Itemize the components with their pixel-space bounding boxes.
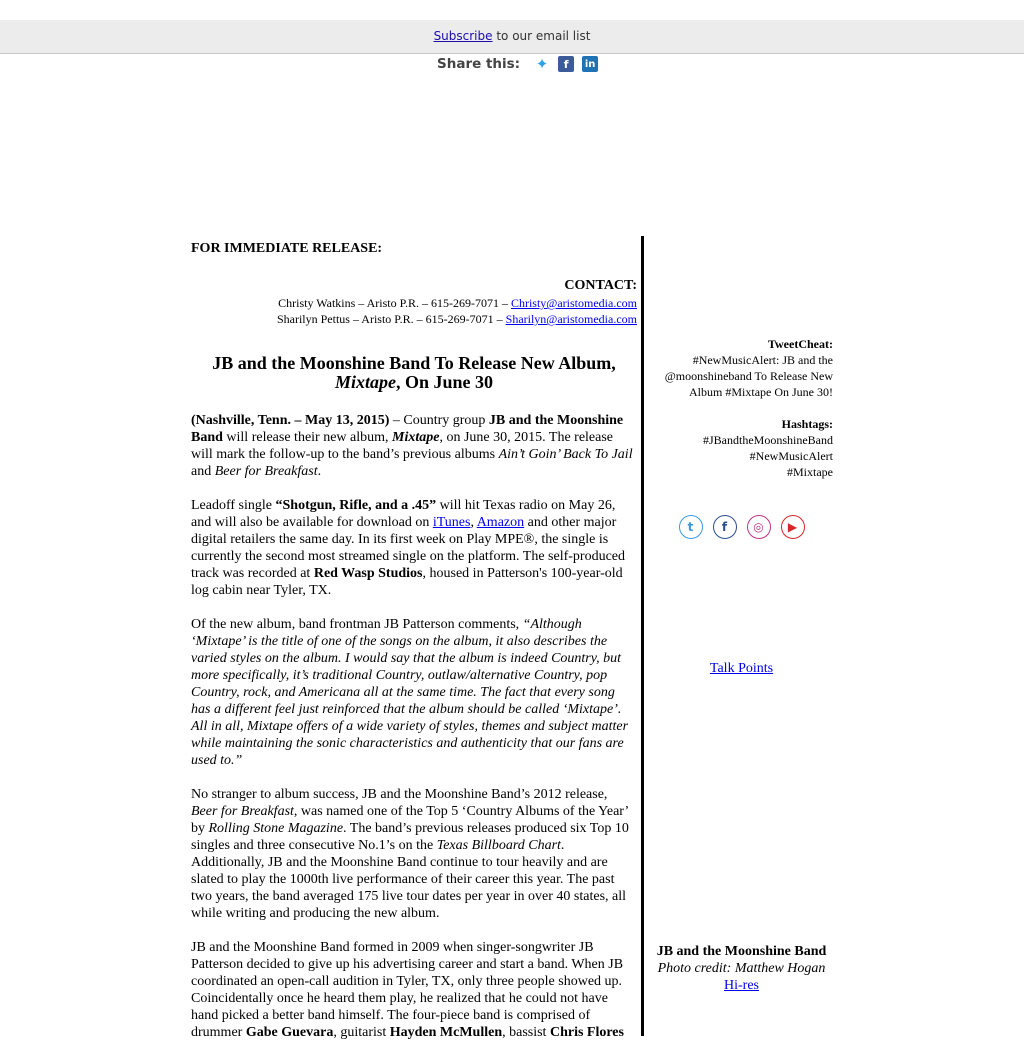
hashtag: #NewMusicAlert [749,449,833,463]
social-icons [650,515,833,539]
facebook-icon[interactable]: f [713,515,737,539]
body-paragraph [191,616,637,769]
text-segment: , on June 30, 2015. The release will mark the follow-up to the band’s previous albums [191,430,614,462]
headline-line1: JB and the Moonshine Band To Release New Album, [212,353,616,373]
talk-points-block [650,661,833,677]
text-segment: Of the new album, band frontman JB Patterson comments, [191,617,523,632]
store-link[interactable]: Amazon [476,515,525,530]
headline [191,354,637,392]
photo-credit: Photo credit: Matthew Hogan [657,961,826,976]
text-segment: Red Wasp Studios [313,566,423,581]
text-segment: , guitarist [333,1025,390,1040]
text-segment: , housed in Patterson's 100-year-old log cabin near Tyler, TX. [191,566,623,598]
email-link[interactable]: Christy@aristomedia.com [510,296,637,310]
body-paragraph [191,939,637,1041]
hashtag: #JBandtheMoonshineBand [703,433,833,447]
text-segment: . The band’s previous releases produced six Top 10 singles and three consecutive No.1’s on the [191,821,629,853]
linkedin-icon[interactable]: in [582,56,598,72]
body-paragraphs [191,412,637,1041]
share-label: Share this: [437,56,521,72]
tweetcheat-text: #NewMusicAlert: JB and the @moonshineband To Release New Album #Mixtape On June 30! [664,353,833,399]
hi-res-link[interactable]: Hi-res [724,978,759,993]
subscribe-text: to our email list [492,29,591,43]
hashtag: #Mixtape [787,465,833,479]
text-segment: and [191,464,215,479]
photo-title: JB and the Moonshine Band [656,944,827,959]
text-segment: will hit Texas radio on May 26, and will also be available for download on [191,498,616,530]
body-paragraph [191,497,637,599]
body-paragraph [191,786,637,922]
text-segment: Beer for Breakfast [191,804,294,819]
text-segment: Texas Billboard Chart [436,838,561,853]
photo-caption [650,943,833,994]
contact-info: Christy Watkins – Aristo P.R. – 615-269-7071 – [278,296,511,310]
hashtags-label: Hashtags: [781,417,833,431]
column-divider [641,236,644,1036]
text-segment: “Shotgun, Rifle, and a .45” [275,498,437,513]
sidebar [650,336,833,539]
talk-points-link[interactable]: Talk Points [709,661,774,676]
press-release-body [191,240,637,1058]
text-segment: , bassist [502,1025,550,1040]
text-segment: Mixtape [392,430,440,445]
contact-line [191,295,637,311]
body-paragraph [191,412,637,480]
text-segment: Rolling Stone Magazine [208,821,344,836]
subscribe-link[interactable]: Subscribe [433,29,493,43]
text-segment: Hayden McMullen [389,1025,503,1040]
text-segment: JB and the Moonshine Band [191,413,624,445]
text-segment: , was named one of the Top 5 ‘Country Albums of the Year’ by [191,804,629,836]
text-segment: (Nashville, Tenn. – May 13, 2015) [191,413,390,428]
text-segment: “Although ‘Mixtape’ is the title of one of the songs on the album, it also describes the varied styles on the album. I would say that the album is indeed Country, but more specifically, it’s traditional Country, outlaw/alternative Country, pop Country, rock, and Americana all at the same time. The fact that every song has a different feel just reinforced that the album should be called ‘Mixtape’. All in all, Mixtape offers of a wide variety of styles, themes and subject matter while maintaining the sonic characteristics and authenticity that our fans are used to.” [191,617,629,768]
text-segment: Ain’t Goin’ Back To Jail [498,447,633,462]
text-segment: , [470,515,477,530]
text-segment: . Additionally, JB and the Moonshine Band continue to tour heavily and are slated to play the 1000th live performance of their career this year. The past two years, the band averaged 175 live tour dates per year in over 40 states, all while writing and producing the new album. [191,838,627,921]
share-bar [437,54,606,74]
contact-block [191,276,637,327]
text-segment: Chris Flores [549,1025,624,1040]
twitter-icon[interactable]: ✦ [535,55,549,73]
twitter-icon[interactable]: t [679,515,703,539]
headline-album: Mixtape [334,372,396,392]
instagram-icon[interactable]: ◎ [747,515,771,539]
contact-label: CONTACT: [564,278,637,293]
text-segment: Beer for Breakfast [214,464,318,479]
email-link[interactable]: Sharilyn@aristomedia.com [505,312,637,326]
text-segment: will release their new album, [222,430,393,445]
contact-line [191,311,637,327]
text-segment: – Country group [389,413,489,428]
headline-rest: , On June 30 [395,372,494,392]
text-segment: . [317,464,322,479]
text-segment: Gabe Guevara [245,1025,334,1040]
text-segment: JB and the Moonshine Band formed in 2009 when singer-songwriter JB Patterson decided to give up his advertising career and start a band. When JB coordinated an open-call audition in Tyler, TX, only three people showed up. Coincidentally once he heard them play, he realized that he could not have hand picked a better band himself. The four-piece band is comprised of drummer [191,940,624,1040]
text-segment: No stranger to album success, JB and the Moonshine Band’s 2012 release, [191,787,608,802]
contact-info: Sharilyn Pettus – Aristo P.R. – 615-269-7071 – [276,312,506,326]
store-link[interactable]: iTunes [432,515,471,530]
tweetcheat-label: TweetCheat: [767,337,833,351]
release-label: FOR IMMEDIATE RELEASE: [191,241,383,256]
text-segment: Leadoff single [191,498,276,513]
youtube-icon[interactable]: ▶ [781,515,805,539]
facebook-icon[interactable]: f [558,56,574,72]
text-segment: and other major digital retailers the same day. In its first week on Play MPE®, the single is currently the second most streamed single on the platform. The self-produced track was recorded at [191,515,625,581]
subscribe-bar [0,20,1024,54]
